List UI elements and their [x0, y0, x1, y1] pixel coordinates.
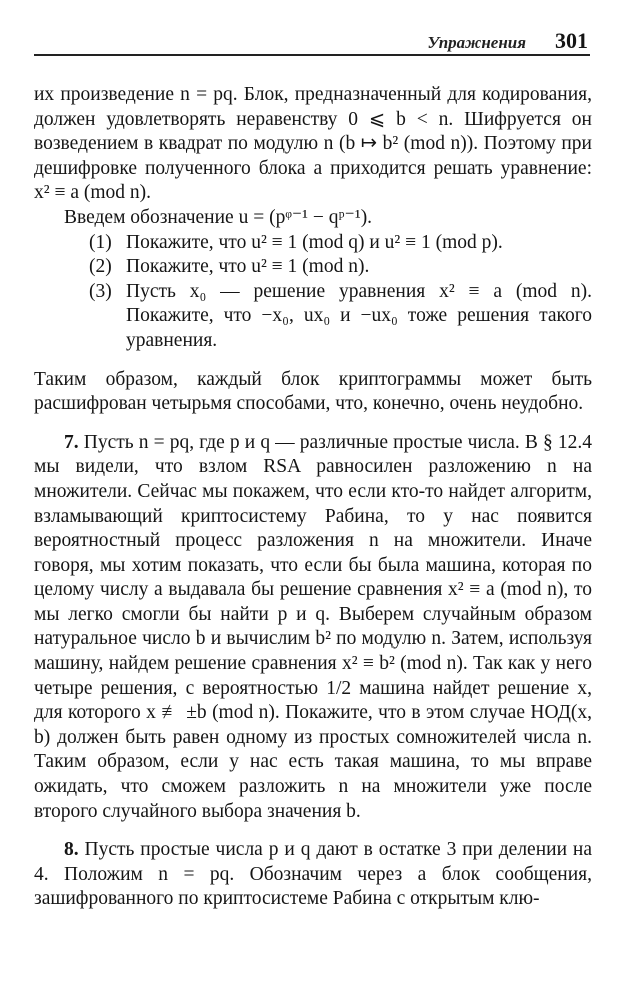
list-item-number: (1) — [89, 231, 112, 253]
exercise-8 — [34, 838, 592, 912]
exercise-number: 8. — [64, 839, 79, 861]
paragraph-conclusion: Таким образом, каждый блок криптограммы может быть расшифрован четырьмя способами, что, конечно, очень неудобно. — [34, 368, 592, 415]
list-item-text: Покажите, что u² ≡ 1 (mod n). — [126, 256, 370, 278]
exercise-7 — [34, 431, 592, 825]
exercise-text: Пусть n = pq, где p и q — различные простые числа. В § 12.4 мы видели, что взлом RSA равносилен разложению n на множители. Сейчас мы покажем, что если кто-то найдет алгоритм, взламывающий криптосистему Рабина, то у нас появится вероятностный процесс разложения n на множители. Иначе говоря, мы хотим показать, что если бы была машина, которая по целому числу a выдавала бы решение сравнения x² ≡ a (mod n), то мы легко смогли бы найти p и q. Выберем случайным образом натуральное число b и вычислим b² по модулю n. Затем, используя машину, найдем решение сравнения x² ≡ b² (mod n). Так как у него четыре решения, с вероятностью 1/2 машина найдет решение x, для которого x ≢ ±b (mod n). Покажите, что в этом случае НОД(x, b) должен быть равен одному из простых сомножителей числа n. Таким образом, если у нас есть такая машина, то мы вправе ожидать, что сможем разложить n на множители уже после второго случайного выбора значения b. — [34, 431, 592, 822]
page-header — [34, 28, 590, 54]
list-item-number: (2) — [89, 256, 112, 278]
paragraph-notation: Введем обозначение u = (pᵠ⁻¹ − qᵖ⁻¹). — [64, 206, 373, 228]
exercise-number: 7. — [64, 431, 79, 453]
list-item — [34, 231, 592, 256]
page-body — [34, 83, 592, 912]
header-rule — [34, 54, 590, 56]
list-item — [34, 255, 592, 280]
list-item-number: (3) — [89, 280, 112, 302]
running-head: Упражнения — [427, 33, 526, 52]
page-number: 301 — [555, 28, 588, 53]
exercise-text: Пусть простые числа p и q дают в остатке 3 при делении на 4. Положим n = pq. Обозначим через a блок сообщения, зашифрованного по криптосистеме Рабина с открытым клю- — [34, 839, 592, 910]
paragraph-continuation: их произведение n = pq. Блок, предназначенный для кодирования, должен удовлетворять неравенству 0 ⩽ b < n. Шифруется он возведением в квадрат по модулю n (b ↦ b² (mod n)). Поэтому при дешифровке полученного блока a приходится решать уравнение: x² ≡ a (mod n). — [34, 84, 592, 204]
list-item-text: Пусть x₀ — решение уравнения x² ≡ a (mod n). Покажите, что −x₀, ux₀ и −ux₀ тоже решения такого уравнения. — [126, 280, 592, 351]
list-item — [34, 280, 592, 354]
list-item-text: Покажите, что u² ≡ 1 (mod q) и u² ≡ 1 (mod p). — [126, 231, 503, 253]
